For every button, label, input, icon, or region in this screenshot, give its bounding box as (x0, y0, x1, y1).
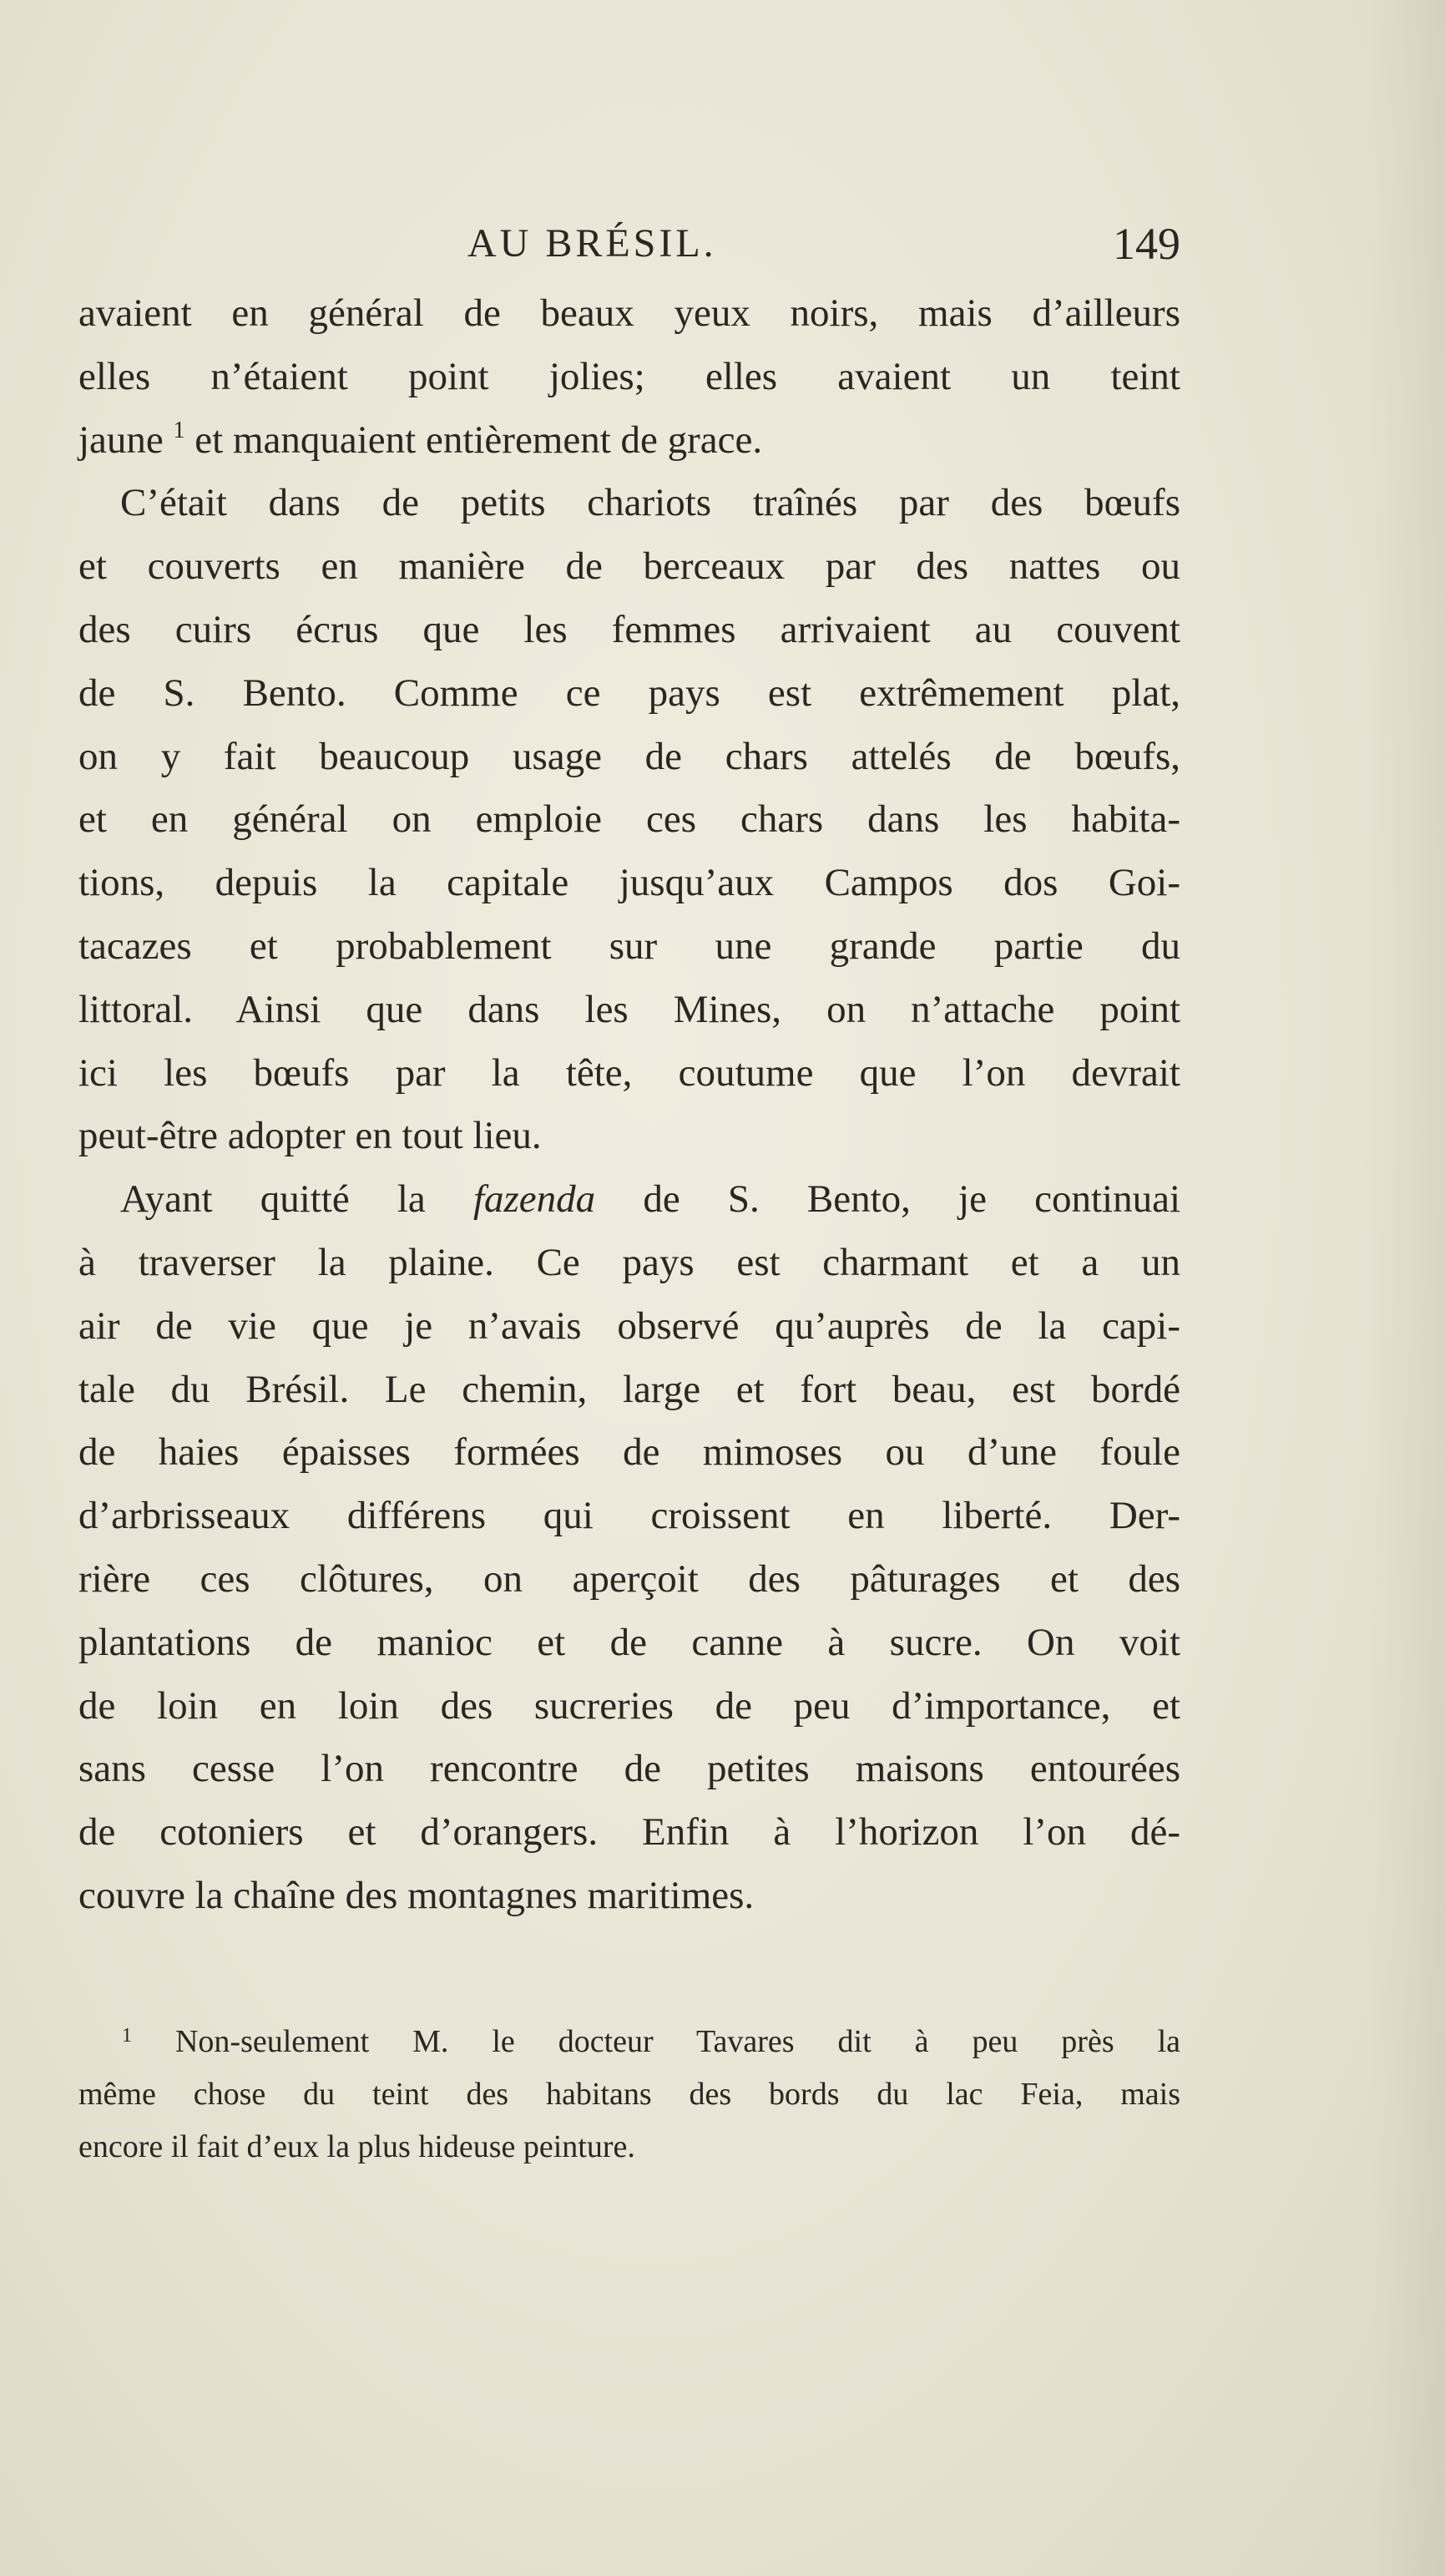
text-line: plantations de manioc et de canne à sucre. On voit (78, 1620, 1180, 1664)
text-line: peut-être adopter en tout lieu. (78, 1114, 542, 1158)
text-line: à traverser la plaine. Ce pays est charmant et a un (78, 1240, 1180, 1284)
text-line: de S. Bento. Comme ce pays est extrêmement plat, (78, 671, 1180, 715)
text-line: on y fait beaucoup usage de chars attelés de bœufs, (78, 734, 1180, 778)
text-line (78, 409, 1180, 473)
text-line: de loin en loin des sucreries de peu d’importance, et (78, 1683, 1180, 1728)
text-line: ici les bœufs par la tête, coutume que l’on devrait (78, 1050, 1180, 1095)
text-fragment: et manquaient entièrement de grace. (195, 418, 763, 462)
text-line: des cuirs écrus que les femmes arrivaient au couvent (78, 607, 1180, 651)
text-line: sans cesse l’on rencontre de petites maisons entourées (78, 1747, 1180, 1791)
text-line: d’arbrisseaux différens qui croissent en liberté. Der- (78, 1494, 1180, 1538)
text-fragment: de S. Bento, je continuai (643, 1177, 1180, 1222)
footnote-line (78, 2016, 1180, 2068)
text-line: avaient en général de beaux yeux noirs, mais d’ailleurs (78, 291, 1180, 335)
text-line: tions, depuis la capitale jusqu’aux Campos dos Goi- (78, 861, 1180, 905)
body-text (78, 282, 1180, 1928)
text-line: tacazes et probablement sur une grande partie du (78, 924, 1180, 968)
footnote-reference: 1 (173, 417, 185, 443)
footnote-line: encore il fait d’eux la plus hideuse peinture. (78, 2129, 635, 2164)
running-title: AU BRÉSIL. (467, 221, 717, 266)
text-line: couvre la chaîne des montagnes maritimes. (78, 1873, 755, 1917)
text-line: air de vie que je n’avais observé qu’auprès de la capi- (78, 1303, 1180, 1348)
page-header (78, 210, 1180, 277)
text-fragment: Ayant quitté la (120, 1177, 426, 1222)
footnote-marker: 1 (122, 2025, 132, 2047)
text-line: de cotoniers et d’orangers. Enfin à l’horizon l’on dé- (78, 1810, 1180, 1855)
page-edge-shadow (1370, 0, 1445, 2576)
text-line: rière ces clôtures, on aperçoit des pâturages et des (78, 1556, 1180, 1601)
footnote (78, 2016, 1180, 2174)
text-line: et en général on emploie ces chars dans les habita- (78, 797, 1180, 842)
text-line: et couverts en manière de berceaux par des nattes ou (78, 544, 1180, 589)
footnote-line: même chose du teint des habitans des bords du lac Feia, mais (78, 2077, 1180, 2112)
text-line: tale du Brésil. Le chemin, large et fort beau, est bordé (78, 1367, 1180, 1411)
text-line: littoral. Ainsi que dans les Mines, on n’attache point (78, 987, 1180, 1031)
text-fragment: jaune (78, 418, 164, 462)
text-line: de haies épaisses formées de mimoses ou d’une foule (78, 1430, 1180, 1475)
italic-term: fazenda (472, 1177, 596, 1222)
text-line: elles n’étaient point jolies; elles avaient un teint (78, 354, 1180, 398)
text-line: C’était dans de petits chariots traînés par des bœufs (120, 481, 1180, 525)
page-number: 149 (1113, 219, 1180, 269)
footnote-text: Non-seulement M. le docteur Tavares dit à peu près la (174, 2024, 1180, 2059)
text-line (78, 1168, 1180, 1232)
